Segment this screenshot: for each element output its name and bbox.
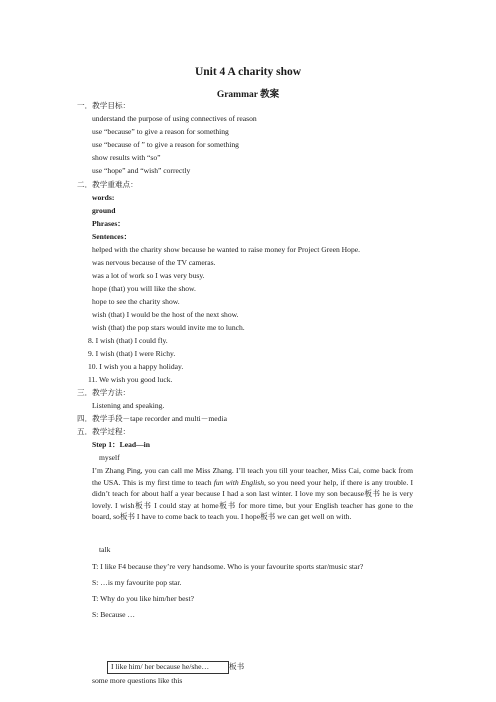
objective-item: use “hope” and “wish” correctly: [92, 166, 191, 175]
words-label: words:: [92, 193, 115, 202]
section-heading-objectives: 一．教学目标：: [77, 101, 131, 110]
closing-line: some more questions like this: [92, 676, 183, 685]
sentence-item: wish (that) the pop stars would invite me to lunch.: [92, 323, 245, 332]
sentences-label: Sentences：: [92, 232, 132, 241]
objective-item: use “because” to give a reason for something: [92, 127, 229, 136]
phrases-label: Phrases：: [92, 219, 125, 228]
dialog-line: T: Why do you like him/her best?: [92, 594, 194, 603]
sentence-item: hope to see the charity show.: [92, 297, 180, 306]
sentence-item: was a lot of work so I was very busy.: [92, 271, 205, 280]
sentence-item: helped with the charity show because he wanted to raise money for Project Green Hope.: [92, 245, 361, 254]
section-heading-methods: 三．教学方法：: [77, 388, 131, 397]
intro-text-1: I’m Zhang Ping, you can call me Miss Zhang. I’ll teach you till your teacher, Miss Cai, come back from the USA. This is my first time to teach: [92, 466, 413, 487]
board-note-label: 板书: [229, 662, 245, 671]
dialog-line: S: …is my favourite pop star.: [92, 578, 182, 587]
objective-item: understand the purpose of using connectives of reason: [92, 114, 257, 123]
word-item: ground: [92, 206, 116, 215]
talk-label: talk: [99, 545, 111, 554]
board-note-text: I like him/ her because he/she…: [111, 662, 210, 671]
intro-text-book: fun with English: [213, 477, 265, 487]
section-heading-key-points: 二．教学重难点：: [77, 180, 138, 189]
step-heading: Step 1：Lead—in: [92, 440, 151, 449]
dialog-line: T: I like F4 because they’re very handsome. Who is your favourite sports star/music star?: [92, 562, 364, 571]
sentence-item: wish (that) I would be the host of the next show.: [92, 310, 239, 319]
myself-label: myself: [99, 453, 120, 462]
sentence-item: hope (that) you will like the show.: [92, 284, 196, 293]
sentence-item: 9. I wish (that) I were Richy.: [88, 349, 176, 358]
sentence-item: was nervous because of the TV cameras.: [92, 258, 216, 267]
intro-paragraph: [92, 465, 413, 523]
intro-text-2: , so you need your help, if there is any trouble. I didn’t teach for about half a year because I had a son last winter. I love my son because板书 he is very lovely. I wish板书 I could stay at home板书 for more time, but your English teacher has gone to the board, so板书 I have to come back to teach you. I hope板书 we can get well on with.: [92, 477, 413, 521]
section-heading-process: 五．教学过程：: [77, 427, 131, 436]
sentence-item: 8. I wish (that) I could fly.: [88, 336, 168, 345]
page-subtitle: Grammar 教案: [216, 90, 280, 100]
section-heading-tools: 四．教学手段－tape recorder and multi－media: [77, 414, 227, 423]
dialog-line: S: Because …: [92, 610, 136, 619]
objective-item: use “because of ” to give a reason for something: [92, 140, 239, 149]
methods-text: Listening and speaking.: [92, 401, 165, 410]
sentence-item: 11. We wish you good luck.: [88, 375, 173, 384]
objective-item: show results with “so”: [92, 153, 161, 162]
page-title: Unit 4 A charity show: [194, 66, 302, 78]
sentence-item: 10. I wish you a happy holiday.: [88, 362, 184, 371]
